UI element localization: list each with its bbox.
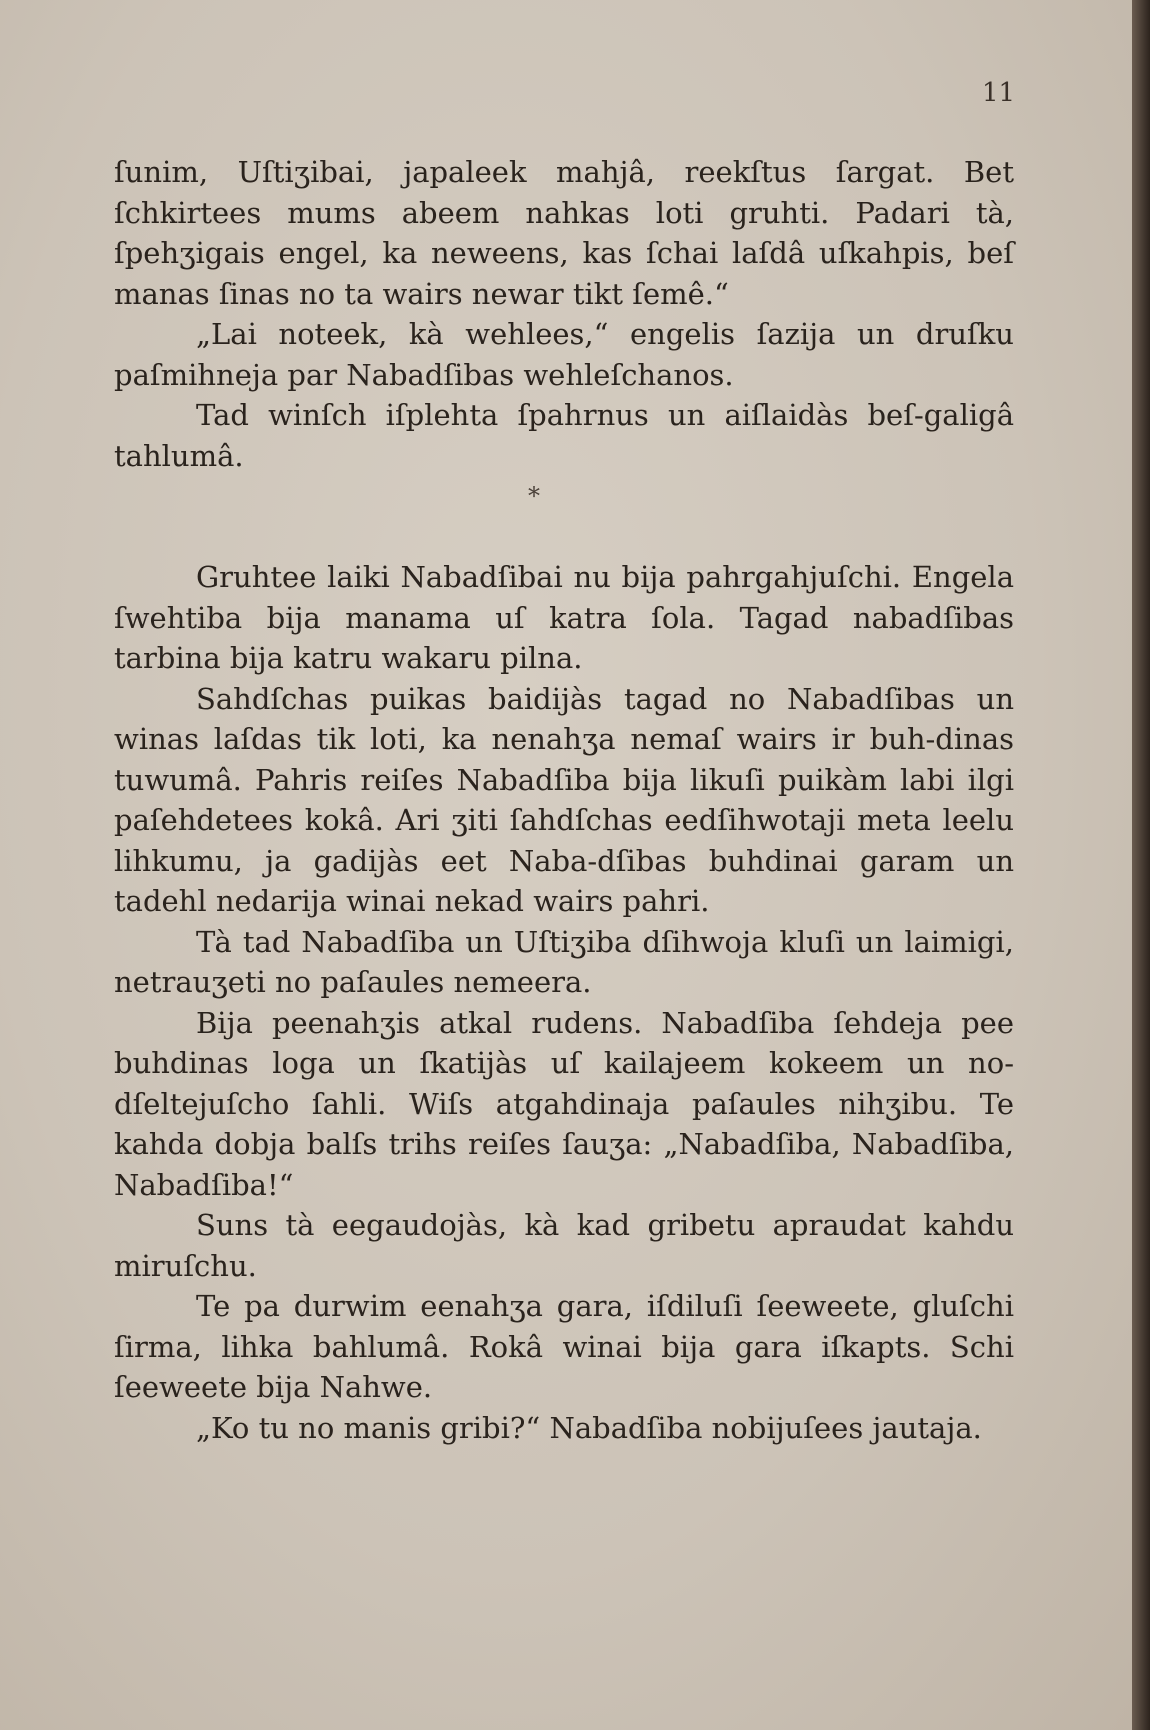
- paragraph: Tà tad Nabadſiba un Uſtiʒiba dſihwoja kluſi un laimigi, netrauʒeti no paſaules nemeera.: [114, 924, 1014, 999]
- paragraph: Tad winſch iſplehta ſpahrnus un aiſlaidàs beſ-galigâ tahlumâ.: [114, 398, 1014, 473]
- body-text: [114, 152, 1014, 1448]
- paragraph: Te pa durwim eenahʒa gara, iſdiluſi ſeeweete, gluſchi ſirma, lihka bahlumâ. Rokâ winai bija gara iſkapts. Schi ſeeweete bija Nahwe.: [114, 1289, 1014, 1404]
- page-number: 11: [982, 78, 1016, 108]
- book-spine-edge: [1132, 0, 1150, 1730]
- paragraph: Sahdſchas puikas baidijàs tagad no Nabadſibas un winas laſdas tik loti, ka nenahʒa nemaſ wairs ir buh-dinas tuwumâ. Pahris reiſes Nabadſiba bija likuſi puikàm labi ilgi paſehdetees kokâ. Ari ʒiti ſahdſchas eedſihwotaji meta leelu lihkumu, ja gadijàs eet Naba-dſibas buhdinai garam un tadehl nedarija winai nekad wairs pahri.: [114, 681, 1014, 918]
- paragraph: Gruhtee laiki Nabadſibai nu bija pahrgahjuſchi. Engela ſwehtiba bija manama uſ katra ſola. Tagad nabadſibas tarbina bija katru wakaru pilna.: [114, 560, 1014, 675]
- paragraph: „Lai noteek, kà wehlees,“ engelis ſazija un druſku paſmihneja par Nabadſibas wehleſchanos.: [114, 317, 1014, 392]
- paragraph: Suns tà eegaudojàs, kà kad gribetu apraudat kahdu miruſchu.: [114, 1208, 1014, 1283]
- section-break: *: [528, 482, 540, 510]
- paragraph: „Ko tu no manis gribi?“ Nabadſiba nobijuſees jautaja.: [196, 1410, 982, 1445]
- paragraph: Bija peenahʒis atkal rudens. Nabadſiba ſehdeja pee buhdinas loga un ſkatijàs uſ kailajeem kokeem un no-dſeltejuſcho ſahli. Wiſs atgahdinaja paſaules nihʒibu. Te kahda dobja balſs trihs reiſes ſauʒa: „Nabadſiba, Nabadſiba, Nabadſiba!“: [114, 1005, 1014, 1202]
- paragraph: ſunim, Uſtiʒibai, japaleek mahjâ, reekſtus ſargat. Bet ſchkirtees mums abeem nahkas loti gruhti. Padari tà, ſpehʒigais engel, ka neweens, kas ſchai laſdâ uſkahpis, beſ manas ſinas no ta wairs newar tikt ſemê.“: [114, 155, 1014, 311]
